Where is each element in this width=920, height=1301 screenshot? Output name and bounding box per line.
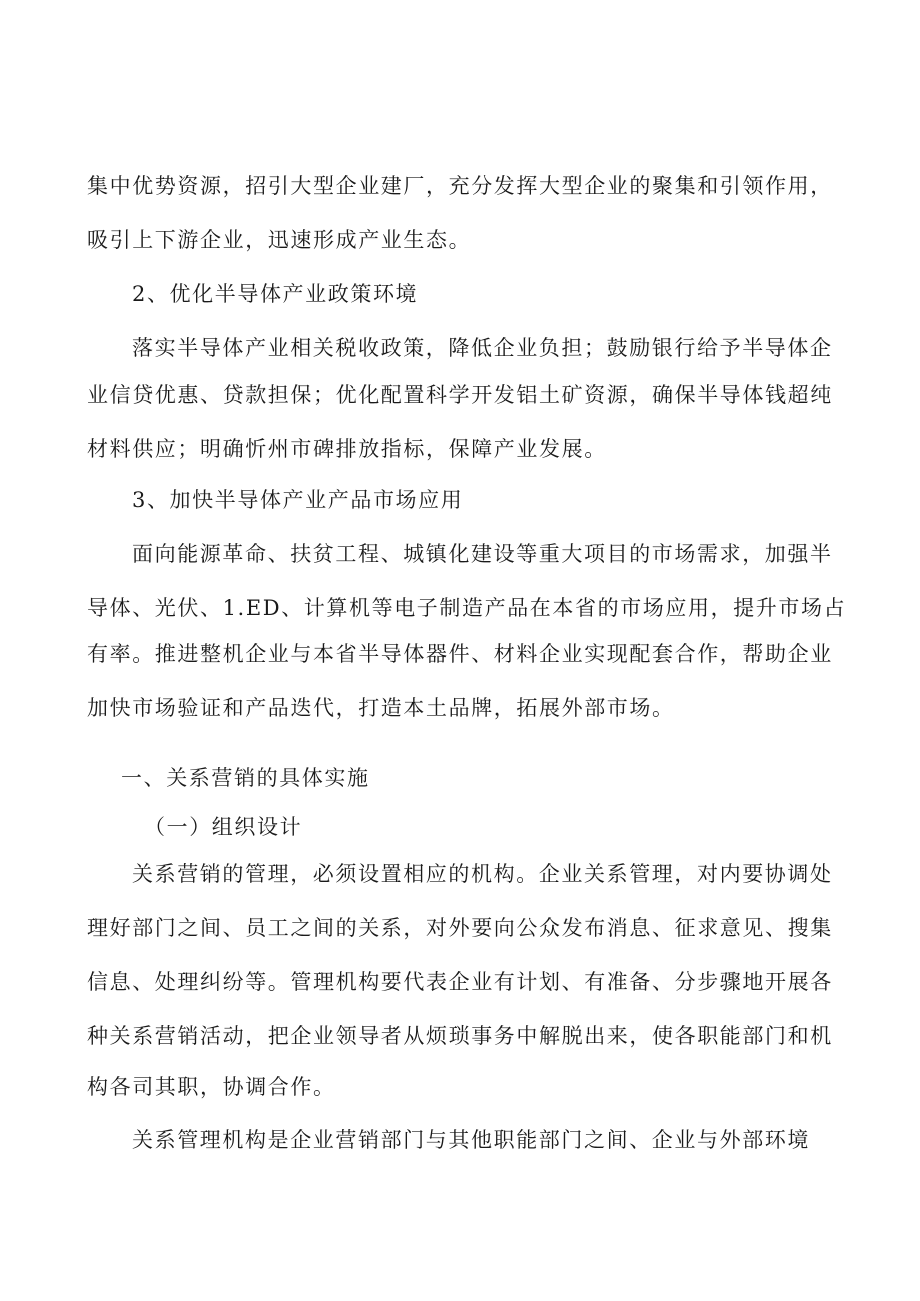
paragraph-line: 落实半导体产业相关税收政策，降低企业负担；鼓励银行给予半导体企 bbox=[132, 336, 833, 360]
paragraph-line: 关系管理机构是企业营销部门与其他职能部门之间、企业与外部环境 bbox=[132, 1128, 810, 1152]
paragraph-line: 有率。推进整机企业与本省半导体器件、材料企业实现配套合作，帮助企业 bbox=[87, 642, 833, 666]
paragraph-line: 导体、光伏、1.ED、计算机等电子制造产品在本省的市场应用，提升市场占 bbox=[87, 596, 847, 620]
paragraph-line: 关系营销的管理，必须设置相应的机构。企业关系管理，对内要协调处 bbox=[132, 862, 833, 886]
paragraph-line: 构各司其职，协调合作。 bbox=[87, 1075, 336, 1099]
paragraph-line: 材料供应；明确忻州市碑排放指标，保障产业发展。 bbox=[87, 437, 607, 461]
paragraph-line: 信息、处理纠纷等。管理机构要代表企业有计划、有准备、分步骤地开展各 bbox=[87, 970, 833, 994]
paragraph-line: 集中优势资源，招引大型企业建厂，充分发挥大型企业的聚集和引领作用， bbox=[87, 174, 833, 198]
paragraph-line: 吸引上下游企业，迅速形成产业生态。 bbox=[87, 228, 472, 252]
paragraph-line: 加快市场验证和产品迭代，打造本土品牌，拓展外部市场。 bbox=[87, 696, 675, 720]
paragraph-line: 面向能源革命、扶贫工程、城镇化建设等重大项目的市场需求，加强半 bbox=[132, 542, 833, 566]
subsection-heading: （一）组织设计 bbox=[144, 815, 303, 839]
paragraph-line: 业信贷优惠、贷款担保；优化配置科学开发铝土矿资源，确保半导体钱超纯 bbox=[87, 383, 833, 407]
paragraph-line: 种关系营销活动，把企业领导者从烦琐事务中解脱出来，使各职能部门和机 bbox=[87, 1024, 833, 1048]
paragraph-line: 理好部门之间、员工之间的关系，对外要向公众发布消息、征求意见、搜集 bbox=[87, 916, 833, 940]
sub-heading: 3、加快半导体产业产品市场应用 bbox=[132, 488, 464, 512]
section-heading: 一、关系营销的具体实施 bbox=[121, 766, 370, 790]
sub-heading: 2、优化半导体产业政策环境 bbox=[132, 282, 419, 306]
